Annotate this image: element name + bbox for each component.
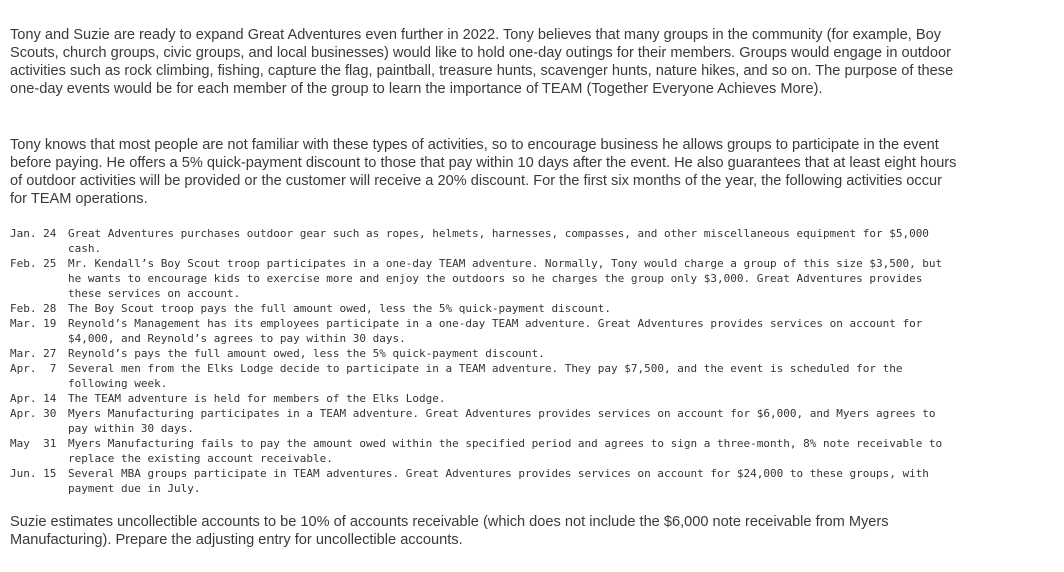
event-text: Several MBA groups participate in TEAM adventures. Great Adventures provides services on account for $24,000 to these groups, with payment due in July. [68,467,929,495]
event-item [10,466,960,496]
event-item [10,436,960,466]
event-date: May 31 [10,437,57,450]
event-date: Apr. 30 [10,407,57,420]
event-text: Reynold’s Management has its employees participate in a one-day TEAM adventure. Great Adventures provides services on account for $4,000, and Reynold’s agrees to pay within 30 days. [68,317,923,345]
event-date: Apr. 14 [10,392,57,405]
event-date: Mar. 19 [10,317,57,330]
event-text: Myers Manufacturing participates in a TEAM adventure. Great Adventures provides services on account for $6,000, and Myers agrees to pay within 30 days. [68,407,936,435]
event-item [10,301,960,316]
intro-paragraph: Tony and Suzie are ready to expand Great Adventures even further in 2022. Tony believes that many groups in the community (for example, Boy Scouts, church groups, civic groups, and local businesses) would like to hold one-day outings for their members. Groups would engage in outdoor activities such as rock climbing, fishing, capture the flag, paintball, treasure hunts, scavenger hunts, nature hikes, and so on. The purpose of these one-day events would be for each member of the group to learn the importance of TEAM (Together Everyone Achieves More). [10,27,954,97]
event-item [10,406,960,436]
event-date: Jan. 24 [10,227,57,240]
event-text: Mr. Kendall’s Boy Scout troop participates in a one-day TEAM adventure. Normally, Tony would charge a group of this size $3,500, but he wants to encourage kids to exercise more and enjoy the outdoors so he charges the group only $3,000. Great Adventures provides these services on account. [68,257,943,300]
event-list [10,226,960,496]
event-text: Great Adventures purchases outdoor gear such as ropes, helmets, harnesses, compasses, and other miscellaneous equipment for $5,000 cash. [68,227,929,255]
policy-paragraph: Tony knows that most people are not familiar with these types of activities, so to encourage business he allows groups to participate in the event before paying. He offers a 5% quick-payment discount to those that pay within 10 days after the event. He also guarantees that at least eight hours of outdoor activities will be provided or the customer will receive a 20% discount. For the first six months of the year, the following activities occur for TEAM operations. [10,137,957,207]
event-item [10,346,960,361]
event-item [10,391,960,406]
task-paragraph: Suzie estimates uncollectible accounts to be 10% of accounts receivable (which does not include the $6,000 note receivable from Myers Manufacturing). Prepare the adjusting entry for uncollectible accounts. [10,514,889,548]
event-text: Reynold’s pays the full amount owed, less the 5% quick-payment discount. [68,347,545,360]
event-date: Feb. 25 [10,257,57,270]
event-date: Apr. 7 [10,362,57,375]
event-item [10,361,960,391]
event-text: Myers Manufacturing fails to pay the amount owed within the specified period and agrees to sign a three-month, 8% note receivable to replace the existing account receivable. [68,437,943,465]
event-text: The Boy Scout troop pays the full amount owed, less the 5% quick-payment discount. [68,302,612,315]
event-date: Feb. 28 [10,302,57,315]
event-text: The TEAM adventure is held for members of the Elks Lodge. [68,392,446,405]
event-item [10,226,960,256]
event-text: Several men from the Elks Lodge decide to participate in a TEAM adventure. They pay $7,500, and the event is scheduled for the following week. [68,362,903,390]
event-date: Jun. 15 [10,467,57,480]
event-date: Mar. 27 [10,347,57,360]
event-item [10,316,960,346]
event-item [10,256,960,301]
